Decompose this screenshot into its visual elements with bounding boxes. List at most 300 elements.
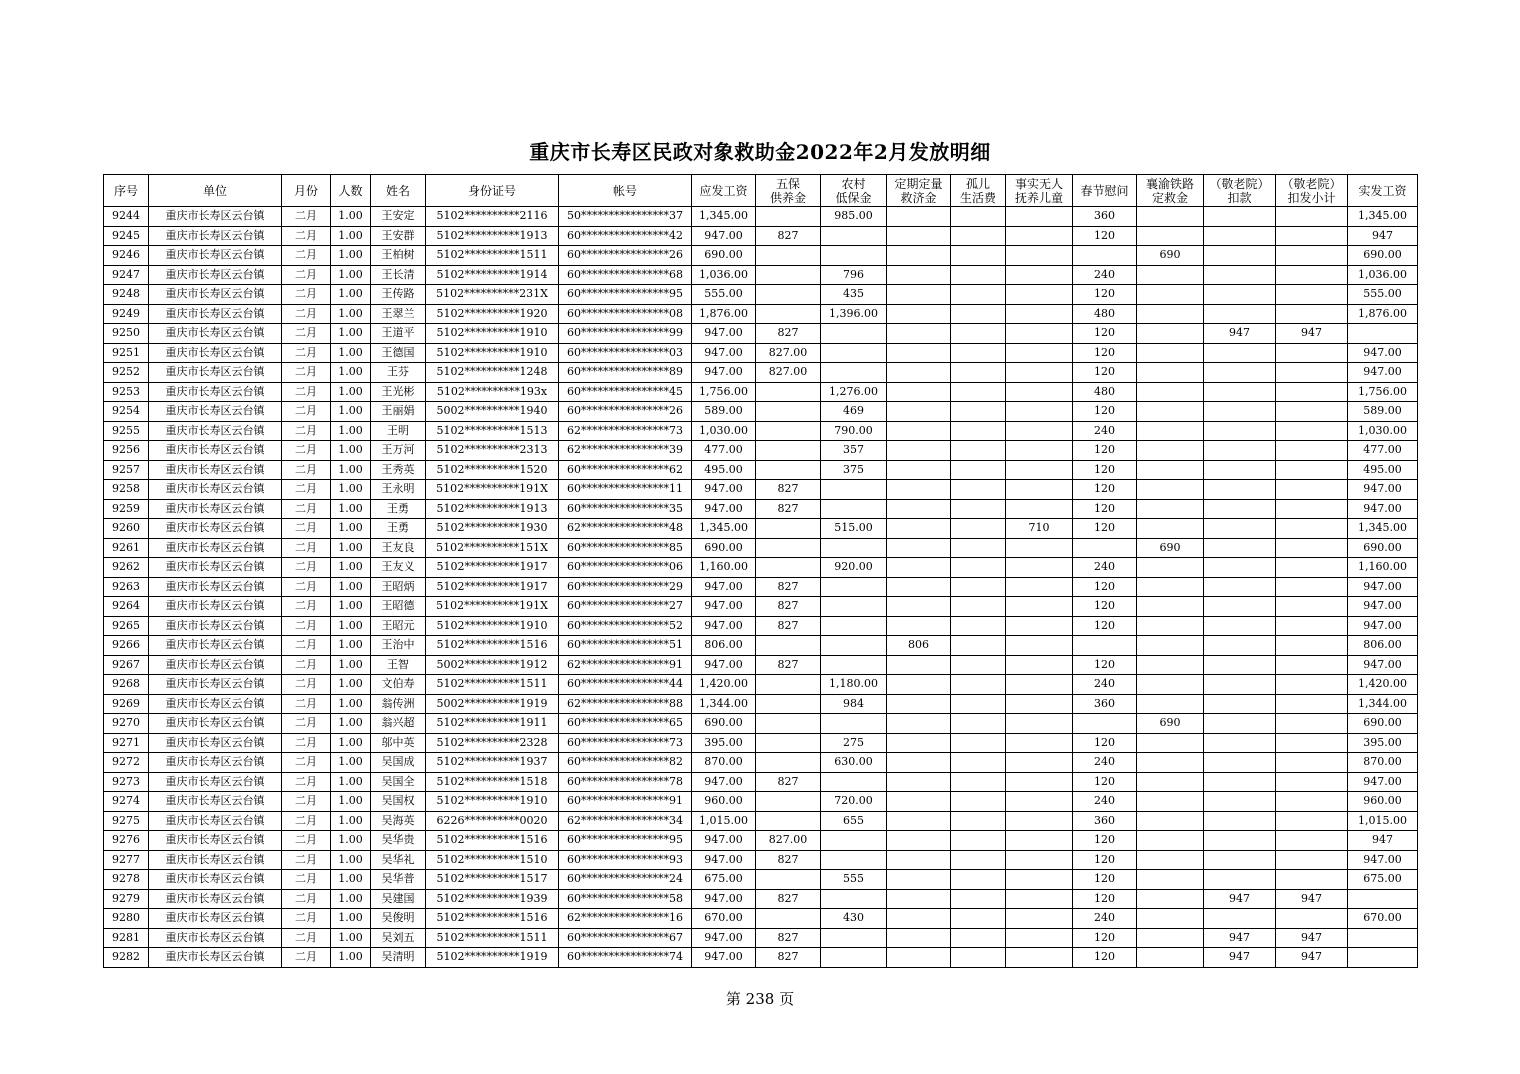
table-cell: 357 [821,441,887,461]
table-cell [1073,246,1137,266]
table-cell [1006,382,1073,402]
table-cell [821,597,887,617]
table-cell: 王万河 [371,441,426,461]
table-cell [821,226,887,246]
table-cell [1137,382,1204,402]
table-cell: 王安群 [371,226,426,246]
table-cell: 王光彬 [371,382,426,402]
column-header: 春节慰问 [1073,175,1137,207]
table-cell: 60****************08 [559,304,692,324]
column-header: 襄渝铁路 定救金 [1137,175,1204,207]
table-cell: 495.00 [1348,460,1418,480]
table-cell: 947 [1348,226,1418,246]
table-cell: 1.00 [331,597,371,617]
table-cell [1276,850,1348,870]
table-cell [756,441,821,461]
table-cell: 120 [1073,870,1137,890]
table-cell: 60****************58 [559,889,692,909]
table-cell [1137,850,1204,870]
page-title: 重庆市长寿区民政对象救助金2022年2月发放明细 [529,140,991,164]
table-cell: 395.00 [1348,733,1418,753]
table-cell [1204,285,1276,305]
table-cell: 王柏树 [371,246,426,266]
table-cell: 1.00 [331,616,371,636]
table-cell [756,909,821,929]
table-cell [1137,616,1204,636]
table-cell [1137,207,1204,227]
table-cell: 5102**********2313 [426,441,559,461]
table-cell [1006,753,1073,773]
table-row [104,402,1418,422]
table-cell [1276,714,1348,734]
table-cell: 60****************51 [559,636,692,656]
table-row [104,324,1418,344]
table-cell [821,363,887,383]
table-cell [756,304,821,324]
table-cell [1006,889,1073,909]
table-cell: 9257 [104,460,149,480]
table-cell: 重庆市长寿区云台镇 [149,304,282,324]
table-cell: 947.00 [1348,577,1418,597]
table-cell [1204,655,1276,675]
table-cell [1006,499,1073,519]
table-cell: 6226**********0020 [426,811,559,831]
table-cell: 120 [1073,733,1137,753]
table-cell [821,714,887,734]
table-cell: 60****************26 [559,402,692,422]
table-cell [1276,636,1348,656]
table-cell: 515.00 [821,519,887,539]
table-cell: 1,276.00 [821,382,887,402]
table-cell: 重庆市长寿区云台镇 [149,382,282,402]
table-cell [756,558,821,578]
table-cell [1137,402,1204,422]
table-cell [1276,265,1348,285]
table-cell: 1,756.00 [1348,382,1418,402]
table-cell: 二月 [282,558,331,578]
table-cell [1204,460,1276,480]
table-cell [951,928,1006,948]
table-cell: 重庆市长寿区云台镇 [149,850,282,870]
table-cell: 827 [756,889,821,909]
table-cell: 947.00 [1348,655,1418,675]
table-cell: 120 [1073,343,1137,363]
table-cell: 1.00 [331,948,371,968]
table-cell [1204,870,1276,890]
table-cell [821,948,887,968]
table-cell: 947.00 [692,928,756,948]
table-cell [887,363,951,383]
table-cell: 1,876.00 [1348,304,1418,324]
table-cell [1276,207,1348,227]
table-cell: 60****************52 [559,616,692,636]
table-cell: 重庆市长寿区云台镇 [149,675,282,695]
table-cell: 二月 [282,792,331,812]
table-cell [1204,909,1276,929]
table-cell [1204,441,1276,461]
table-header-row [104,175,1418,207]
table-cell: 王芬 [371,363,426,383]
table-cell: 947 [1204,948,1276,968]
table-cell: 947.00 [692,343,756,363]
table-cell: 5102**********1516 [426,909,559,929]
table-cell: 翁传洲 [371,694,426,714]
table-cell: 120 [1073,928,1137,948]
table-cell: 二月 [282,343,331,363]
table-cell: 二月 [282,538,331,558]
table-cell: 重庆市长寿区云台镇 [149,909,282,929]
table-cell: 重庆市长寿区云台镇 [149,733,282,753]
table-cell: 947.00 [692,655,756,675]
table-cell [887,870,951,890]
table-cell: 二月 [282,460,331,480]
table-cell [887,577,951,597]
table-cell [1137,441,1204,461]
table-cell [821,343,887,363]
table-cell [1137,343,1204,363]
table-cell: 5102**********1910 [426,343,559,363]
table-cell: 吴国全 [371,772,426,792]
table-row [104,577,1418,597]
table-cell [1204,792,1276,812]
table-cell: 王昭炳 [371,577,426,597]
table-cell: 王勇 [371,499,426,519]
table-cell: 9251 [104,343,149,363]
table-cell [1137,948,1204,968]
table-cell [1137,499,1204,519]
table-cell: 9244 [104,207,149,227]
table-cell: 1.00 [331,928,371,948]
table-cell: 827 [756,324,821,344]
table-cell [1204,772,1276,792]
table-cell [1204,597,1276,617]
table-cell [951,519,1006,539]
table-cell: 9282 [104,948,149,968]
table-cell: 827.00 [756,831,821,851]
table-cell: 5002**********1919 [426,694,559,714]
table-cell: 60****************73 [559,733,692,753]
table-cell [821,324,887,344]
table-cell [951,792,1006,812]
table-cell: 5102**********1910 [426,616,559,636]
table-cell [1276,480,1348,500]
table-cell: 5102**********1930 [426,519,559,539]
column-header: 月份 [282,175,331,207]
table-cell [887,324,951,344]
table-cell [951,811,1006,831]
table-cell: 重庆市长寿区云台镇 [149,324,282,344]
table-cell: 947.00 [1348,499,1418,519]
table-cell [1276,694,1348,714]
table-cell: 120 [1073,285,1137,305]
table-cell: 5102**********1513 [426,421,559,441]
table-cell: 二月 [282,616,331,636]
table-cell: 1.00 [331,324,371,344]
table-cell [1006,246,1073,266]
table-cell [756,811,821,831]
table-cell: 120 [1073,850,1137,870]
table-cell: 120 [1073,324,1137,344]
table-cell [1006,850,1073,870]
table-cell: 555 [821,870,887,890]
table-row [104,538,1418,558]
table-cell [756,694,821,714]
table-cell: 重庆市长寿区云台镇 [149,636,282,656]
table-cell: 重庆市长寿区云台镇 [149,753,282,773]
table-cell: 重庆市长寿区云台镇 [149,538,282,558]
table-cell: 947.00 [692,597,756,617]
table-cell [756,421,821,441]
table-cell: 1.00 [331,675,371,695]
table-cell: 王丽娟 [371,402,426,422]
table-cell [1137,226,1204,246]
table-cell [951,363,1006,383]
table-cell [951,265,1006,285]
table-cell: 947.00 [692,480,756,500]
table-cell [887,597,951,617]
table-cell [1204,421,1276,441]
table-cell: 9278 [104,870,149,890]
table-cell: 9273 [104,772,149,792]
table-cell: 二月 [282,850,331,870]
table-cell [1006,207,1073,227]
table-cell: 王安定 [371,207,426,227]
table-cell: 947 [1276,889,1348,909]
table-cell: 5002**********1940 [426,402,559,422]
table-cell: 60****************42 [559,226,692,246]
table-cell: 二月 [282,870,331,890]
table-cell: 720.00 [821,792,887,812]
table-cell: 重庆市长寿区云台镇 [149,928,282,948]
table-cell [1276,343,1348,363]
table-row [104,304,1418,324]
table-cell: 60****************45 [559,382,692,402]
table-cell: 947.00 [1348,343,1418,363]
table-cell [887,265,951,285]
table-cell: 9247 [104,265,149,285]
table-cell: 二月 [282,636,331,656]
table-cell [1348,948,1418,968]
column-header: 五保 供养金 [756,175,821,207]
table-cell [1276,909,1348,929]
table-cell [887,207,951,227]
table-cell [1276,870,1348,890]
table-cell: 920.00 [821,558,887,578]
table-cell: 9249 [104,304,149,324]
table-cell: 王德国 [371,343,426,363]
table-cell [1006,577,1073,597]
table-cell: 690 [1137,538,1204,558]
table-cell [1276,733,1348,753]
table-cell: 120 [1073,460,1137,480]
table-cell: 710 [1006,519,1073,539]
table-cell [951,538,1006,558]
table-cell [756,733,821,753]
table-cell [1204,246,1276,266]
table-cell [756,285,821,305]
table-cell [1204,733,1276,753]
table-cell: 120 [1073,948,1137,968]
table-cell: 1.00 [331,753,371,773]
table-cell: 120 [1073,363,1137,383]
table-cell: 62****************73 [559,421,692,441]
table-cell [1006,324,1073,344]
table-cell: 吴建国 [371,889,426,909]
table-cell: 60****************78 [559,772,692,792]
column-header: （敬老院） 扣款 [1204,175,1276,207]
table-cell: 675.00 [692,870,756,890]
table-cell: 1,015.00 [692,811,756,831]
table-cell: 二月 [282,753,331,773]
table-cell: 5102**********1520 [426,460,559,480]
table-cell: 240 [1073,265,1137,285]
table-cell: 9267 [104,655,149,675]
table-cell [1137,831,1204,851]
table-body [104,207,1418,968]
table-cell: 重庆市长寿区云台镇 [149,597,282,617]
table-cell: 120 [1073,499,1137,519]
table-cell: 重庆市长寿区云台镇 [149,207,282,227]
table-cell [821,831,887,851]
table-cell: 120 [1073,831,1137,851]
table-cell: 60****************44 [559,675,692,695]
table-cell [1137,753,1204,773]
table-cell: 重庆市长寿区云台镇 [149,285,282,305]
table-row [104,382,1418,402]
table-cell: 5102**********1913 [426,226,559,246]
table-cell [1137,811,1204,831]
table-cell: 690 [1137,714,1204,734]
table-cell [887,850,951,870]
table-cell [1006,733,1073,753]
table-cell [1276,675,1348,695]
table-cell: 947.00 [692,616,756,636]
table-cell [1276,402,1348,422]
table-cell [1006,948,1073,968]
table-cell: 1,756.00 [692,382,756,402]
table-cell [887,675,951,695]
table-cell: 62****************88 [559,694,692,714]
table-cell: 495.00 [692,460,756,480]
table-cell: 60****************65 [559,714,692,734]
table-cell: 二月 [282,402,331,422]
table-cell: 5102**********193x [426,382,559,402]
table-cell [1006,597,1073,617]
table-cell [1006,870,1073,890]
table-cell: 60****************11 [559,480,692,500]
table-cell: 960.00 [692,792,756,812]
table-cell: 二月 [282,655,331,675]
table-cell [1006,714,1073,734]
table-cell [756,636,821,656]
table-cell: 60****************68 [559,265,692,285]
table-cell [951,324,1006,344]
table-cell: 1,030.00 [1348,421,1418,441]
table-cell: 重庆市长寿区云台镇 [149,246,282,266]
table-cell: 480 [1073,382,1137,402]
table-cell: 985.00 [821,207,887,227]
table-cell: 二月 [282,597,331,617]
table-cell: 60****************82 [559,753,692,773]
table-cell: 5102**********1516 [426,636,559,656]
table-cell: 9275 [104,811,149,831]
table-cell [887,714,951,734]
table-cell [756,265,821,285]
table-cell [1204,636,1276,656]
table-cell: 947.00 [1348,597,1418,617]
table-cell: 60****************85 [559,538,692,558]
table-cell [951,772,1006,792]
table-cell: 670.00 [692,909,756,929]
table-cell: 120 [1073,889,1137,909]
table-cell: 1.00 [331,792,371,812]
table-cell [1276,441,1348,461]
table-cell: 947 [1204,324,1276,344]
table-cell [951,889,1006,909]
table-cell [887,480,951,500]
table-cell [887,928,951,948]
table-row [104,772,1418,792]
table-cell: 9245 [104,226,149,246]
table-cell: 395.00 [692,733,756,753]
table-cell [887,402,951,422]
table-cell [1276,831,1348,851]
table-cell [1276,655,1348,675]
table-cell [951,558,1006,578]
table-cell [1137,870,1204,890]
table-cell: 62****************39 [559,441,692,461]
table-cell [1276,285,1348,305]
table-cell: 1.00 [331,772,371,792]
table-cell: 430 [821,909,887,929]
table-row [104,870,1418,890]
table-cell: 827 [756,772,821,792]
table-cell: 9263 [104,577,149,597]
table-row [104,363,1418,383]
table-cell: 1,036.00 [692,265,756,285]
table-cell: 1.00 [331,265,371,285]
table-cell [1006,655,1073,675]
table-cell: 二月 [282,889,331,909]
table-row [104,519,1418,539]
table-cell [1276,577,1348,597]
table-cell: 275 [821,733,887,753]
table-cell: 1.00 [331,285,371,305]
table-cell: 1,030.00 [692,421,756,441]
table-cell [1137,304,1204,324]
table-cell: 1,160.00 [692,558,756,578]
table-cell [756,519,821,539]
table-cell: 二月 [282,519,331,539]
table-cell: 重庆市长寿区云台镇 [149,363,282,383]
table-cell: 9265 [104,616,149,636]
table-cell [887,246,951,266]
table-row [104,889,1418,909]
table-cell: 947.00 [1348,363,1418,383]
table-cell: 王秀英 [371,460,426,480]
table-cell: 120 [1073,226,1137,246]
table-cell [1204,675,1276,695]
table-cell: 240 [1073,753,1137,773]
table-cell [887,460,951,480]
table-cell [1204,363,1276,383]
table-cell [951,480,1006,500]
table-cell: 5102**********1917 [426,577,559,597]
page-number: 第 238 页 [725,990,795,1008]
table-cell [1137,636,1204,656]
table-cell: 5102**********1511 [426,928,559,948]
table-cell [1204,714,1276,734]
